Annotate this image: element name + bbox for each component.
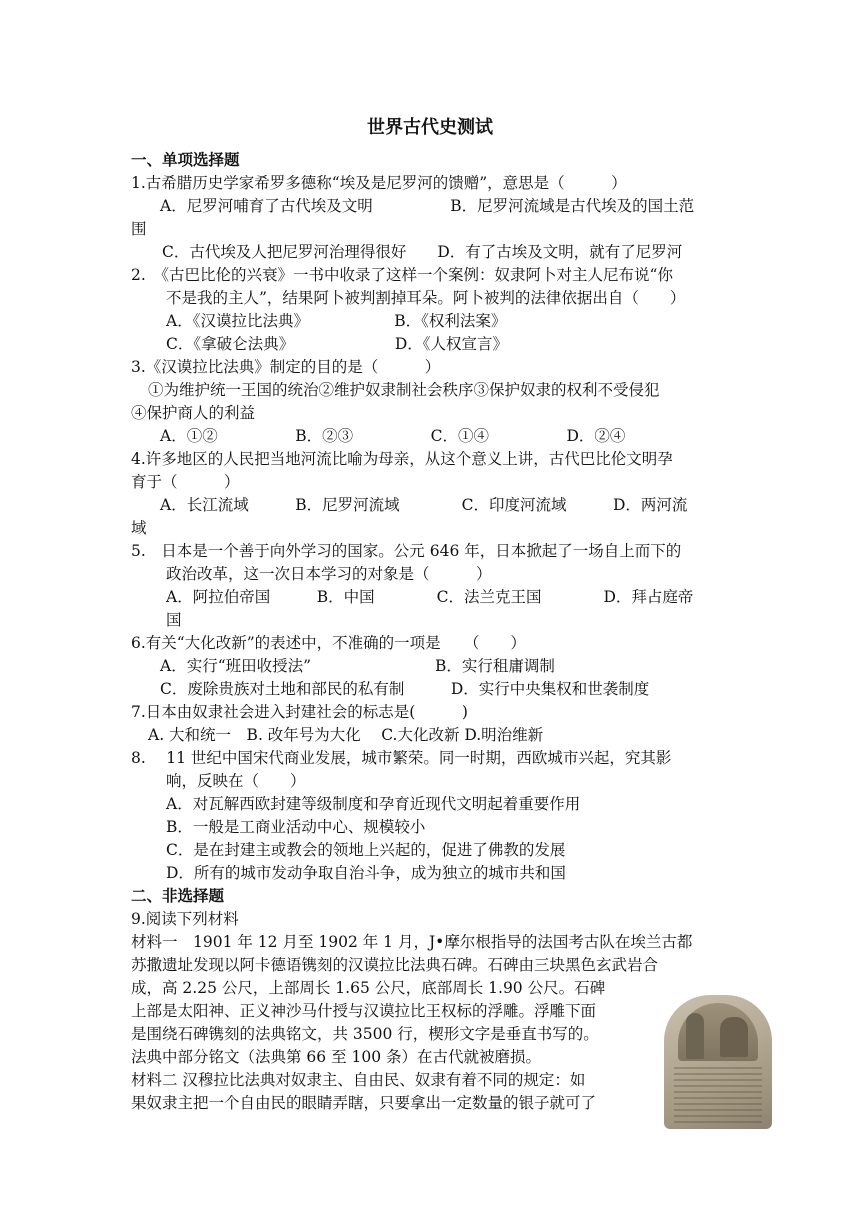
q1-options-ab: A．尼罗河哺育了古代埃及文明 B．尼罗河流域是古代埃及的国土范	[160, 197, 695, 215]
q2-options-cd: C．《拿破仑法典》 D．《人权宣言》	[166, 335, 509, 353]
material1-line5: 是围绕石碑镌刻的法典铭文，共 3500 行，楔形文字是垂直书写的。	[131, 1025, 599, 1043]
q8-option-b: B．一般是工商业活动中心、规模较小	[166, 818, 426, 836]
page-title: 世界古代史测试	[367, 117, 493, 138]
q8-option-a: A．对瓦解西欧封建等级制度和孕育近现代文明起着重要作用	[166, 795, 581, 813]
material1-line3: 成，高 2.25 公尺，上部周长 1.65 公尺，底部周长 1.90 公尺。石碑	[131, 979, 606, 997]
q3-stem: 3.《汉谟拉比法典》制定的目的是（ ）	[131, 358, 441, 376]
q8-option-c: C．是在封建主或教会的领地上兴起的，促进了佛教的发展	[166, 841, 566, 859]
q3-items-cont: ④保护商人的利益	[131, 404, 256, 422]
material1-line4: 上部是太阳神、正义神沙马什授与汉谟拉比王权标的浮雕。浮雕下面	[131, 1002, 597, 1020]
q2-options-ab: A．《汉谟拉比法典》 B．《权利法案》	[166, 312, 507, 330]
material2-line2: 果奴隶主把一个自由民的眼睛弄瞎，只要拿出一定数量的银子就可了	[131, 1094, 597, 1112]
material1-line2: 苏撒遗址发现以阿卡德语镌刻的汉谟拉比法典石碑。石碑由三块黑色玄武岩合	[131, 956, 659, 974]
q6-options-ab: A．实行“班田收授法” B．实行租庸调制	[160, 657, 555, 675]
q7-stem: 7.日本由奴隶社会进入封建社会的标志是( )	[131, 703, 468, 721]
stele-figure-seated	[720, 1017, 748, 1057]
q8-stem: 8. 11 世纪中国宋代商业发展，城市繁荣。同一时期，西欧城市兴起，究其影	[131, 749, 672, 767]
material2-line1: 材料二 汉穆拉比法典对奴隶主、自由民、奴隶有着不同的规定：如	[131, 1071, 586, 1089]
q4-stem: 4.许多地区的人民把当地河流比喻为母亲，从这个意义上讲，古代巴比伦文明孕	[131, 450, 673, 468]
q4-stem-cont: 育于（ ）	[131, 473, 240, 491]
q5-stem-cont: 政治改革，这一次日本学习的对象是（ ）	[166, 565, 492, 583]
q3-items: ①为维护统一王国的统治②维护奴隶制社会秩序③保护奴隶的权利不受侵犯	[148, 381, 660, 399]
stele-inscription	[674, 1067, 762, 1123]
q5-options: A．阿拉伯帝国 B．中国 C．法兰克王国 D．拜占庭帝	[166, 588, 694, 606]
q2-stem-cont: 不是我的主人”，结果阿卜被判割掉耳朵。阿卜被判的法律依据出自（ ）	[166, 289, 686, 307]
hammurabi-stele-image	[664, 995, 772, 1129]
q7-options: A. 大和统一 B. 改年号为大化 C.大化改新 D.明治维新	[148, 726, 544, 744]
q5-stem: 5. 日本是一个善于向外学习的国家。公元 646 年，日本掀起了一场自上而下的	[131, 542, 682, 560]
q6-options-cd: C．废除贵族对土地和部民的私有制 D．实行中央集权和世袭制度	[160, 680, 650, 698]
q5-options-wrap: 国	[166, 611, 182, 629]
q9-stem: 9.阅读下列材料	[131, 910, 239, 928]
q4-options-wrap: 域	[131, 519, 147, 537]
q1-options-cd: C．古代埃及人把尼罗河治理得很好 D．有了古埃及文明，就有了尼罗河	[162, 243, 683, 261]
q1-options-ab-wrap: 围	[131, 220, 147, 238]
q8-stem-cont: 响，反映在（ ）	[166, 772, 306, 790]
section-heading-non-choice: 二、非选择题	[131, 887, 225, 905]
q8-option-d: D．所有的城市发动争取自治斗争，成为独立的城市共和国	[166, 864, 566, 882]
q2-stem: 2. 《古巴比伦的兴衰》一书中收录了这样一个案例：奴隶阿卜对主人尼布说“你	[131, 266, 673, 284]
q6-stem: 6.有关“大化改新”的表述中，不准确的一项是 （ ）	[131, 634, 526, 652]
material1-line1: 材料一 1901 年 12 月至 1902 年 1 月，J•摩尔根指导的法国考古队在埃兰古都	[131, 933, 693, 951]
q3-options: A．①② B．②③ C．①④ D．②④	[160, 427, 626, 445]
material1-line6: 法典中部分铭文（法典第 66 至 100 条）在古代就被磨损。	[131, 1048, 542, 1066]
section-heading-choice: 一、单项选择题	[131, 151, 240, 169]
q4-options: A．长江流域 B．尼罗河流域 C．印度河流域 D．两河流	[160, 496, 688, 514]
stele-figure-standing	[686, 1013, 704, 1059]
q1-stem: 1.古希腊历史学家希罗多德称“埃及是尼罗河的馈赠”，意思是（ ）	[131, 174, 627, 192]
